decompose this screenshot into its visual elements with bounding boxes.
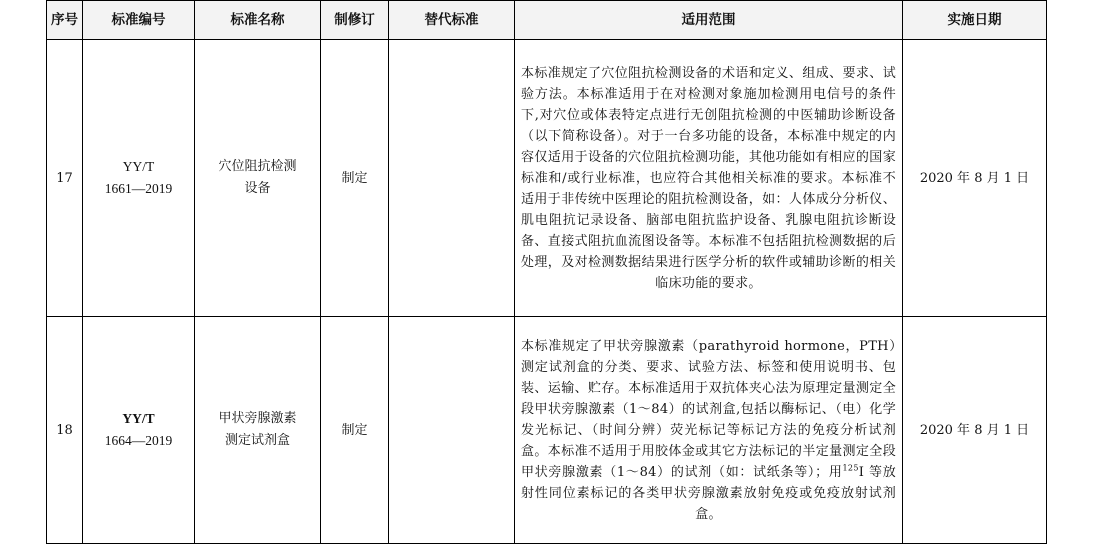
row-replaced [389,40,515,317]
row-seq: 17 [47,40,83,317]
header-row [47,1,1047,40]
header-replaced: 替代标准 [389,1,515,40]
row-code-line1: YY/T [122,411,155,426]
row-scope-text: 本标准规定了甲状旁腺激素（parathyroid hormone，PTH）测定试剂盒的分类、要求、试验方法、标签和使用说明书、包装、运输、贮存。本标准适用于双抗体夹心法为原理定量测定全段甲状旁腺激素（1～84）的试剂盒,包括以酶标记、（电）化学发光标记、（时间分辨）荧光标记等标记方法的免疫分析试剂盒。本标准不适用于用胶体金或其它方法标记的半定量测定全段甲状旁腺激素（1～84）的试剂（如：试纸条等）；用 [521,338,896,480]
header-seq: 序号 [47,1,83,40]
row-code-line2: 1661—2019 [104,181,173,196]
table-row [47,40,1047,317]
isotope-superscript: 125 [842,463,859,473]
row-seq: 18 [47,317,83,544]
row-name-text: 穴位阻抗检测设备 [218,159,297,196]
row-scope-text-end: I 等放射性同位素标记的各类甲状旁腺激素放射免疫或免疫放射试剂盒。 [521,464,896,522]
row-date: 2020 年 8 月 1 日 [903,40,1047,317]
header-date: 实施日期 [903,1,1047,40]
row-name [195,317,321,544]
row-revision: 制定 [321,40,389,317]
row-revision: 制定 [321,317,389,544]
row-name-text: 甲状旁腺激素测定试剂盒 [218,411,297,448]
row-scope: 本标准规定了穴位阻抗检测设备的术语和定义、组成、要求、试验方法。本标准适用于在对检测对象施加检测用电信号的条件下,对穴位或体表特定点进行无创阻抗检测的中医辅助诊断设备（以下简称设备）。对于一台多功能的设备，本标准中规定的内容仅适用于设备的穴位阻抗检测功能，其他功能如有相应的国家标准和/或行业标准，也应符合其他相关标准的要求。本标准不适用于非传统中医理论的阻抗检测设备，如：人体成分分析仪、肌电阻抗记录设备、脑部电阻抗监护设备、乳腺电阻抗诊断设备、直接式阻抗血流图设备等。本标准不包括阻抗检测数据的后处理，及对检测数据结果进行医学分析的软件或辅助诊断的相关临床功能的要求。 [515,40,903,317]
header-scope: 适用范围 [515,1,903,40]
header-revision: 制修订 [321,1,389,40]
row-code-line2: 1664—2019 [104,433,173,448]
row-code-line1: YY/T [122,159,155,174]
row-name [195,40,321,317]
row-replaced [389,317,515,544]
row-scope [515,317,903,544]
header-code: 标准编号 [83,1,195,40]
row-code [83,40,195,317]
table-row [47,317,1047,544]
row-date: 2020 年 8 月 1 日 [903,317,1047,544]
header-name: 标准名称 [195,1,321,40]
standards-table [46,0,1047,544]
row-code [83,317,195,544]
